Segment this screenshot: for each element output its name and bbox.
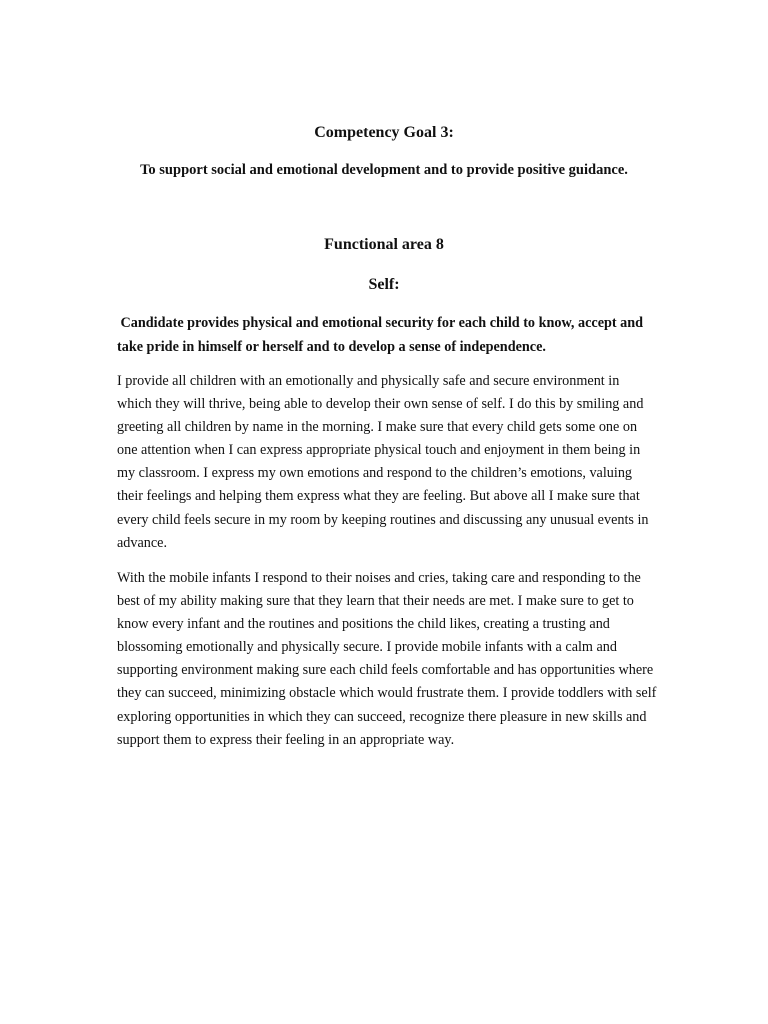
functional-area-title: Functional area 8 <box>324 236 444 253</box>
intro-statement: Candidate provides physical and emotional security for each child to know, accept and take pride in himself or herself and to develop a sense of independence. <box>117 315 644 355</box>
body-paragraph: I provide all children with an emotionally and physically safe and secure environment in which they will thrive, being able to develop their own sense of self. I do this by smiling and greeting all children by name in the morning. I make sure that every child gets some one on one attention when I can express appropriate physical touch and enjoyment in them being in my classroom. I express my own emotions and respond to the children’s emotions, valuing their feelings and helping them express what they are feeling. But above all I make sure that every child feels secure in my room by keeping routines and discussing any unusual events in advance. <box>117 373 649 551</box>
section-title: Self: <box>368 276 400 293</box>
body-paragraph: With the mobile infants I respond to their noises and cries, taking care and responding to the best of my ability making sure that they learn that their needs are met. I make sure to get to know every infant and the routines and positions the child likes, creating a trusting and blossoming emotionally and physically secure. I provide mobile infants with a calm and supporting environment making sure each child feels comfortable and has opportunities where they can succeed, minimizing obstacle which would frustrate them. I provide toddlers with self exploring opportunities in which they can succeed, recognize there pleasure in new skills and support them to express their feeling in an appropriate way. <box>117 570 657 748</box>
goal-subtitle: To support social and emotional development and to provide positive guidance. <box>140 162 628 178</box>
goal-title: Competency Goal 3: <box>314 124 454 141</box>
